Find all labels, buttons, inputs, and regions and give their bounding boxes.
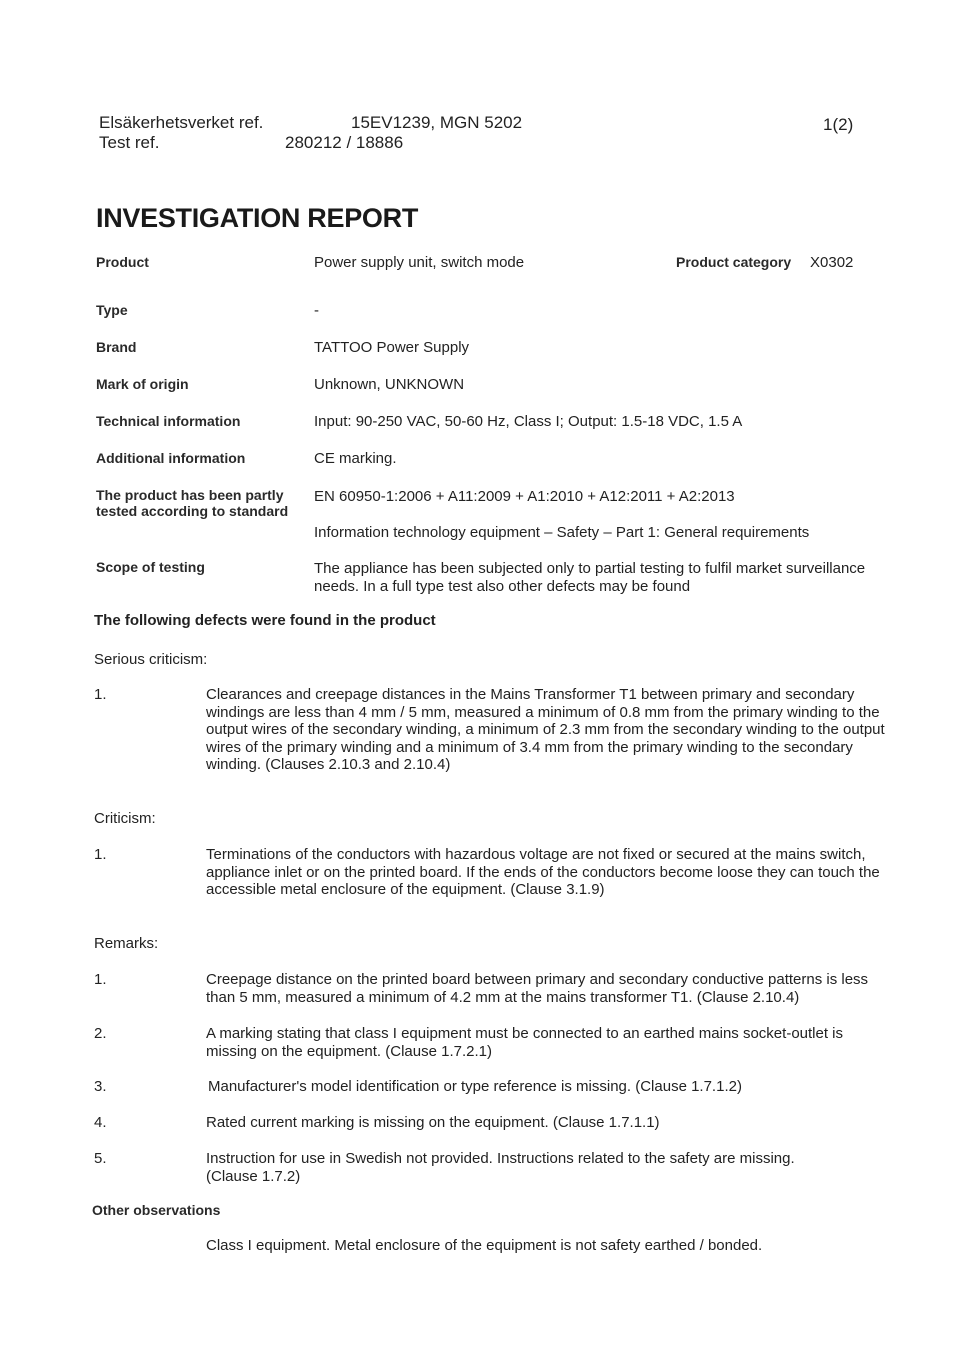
scope-value: The appliance has been subjected only to partial testing to fulfil market surveillance needs. In a full type test also other defects may be found <box>314 560 866 595</box>
technical-information-label: Technical information <box>96 413 241 429</box>
product-category-value: X0302 <box>810 254 854 271</box>
remark-item-text: Manufacturer's model identification or type reference is missing. (Clause 1.7.1.2) <box>208 1078 742 1095</box>
standard-label: The product has been partly tested according to standard <box>96 487 289 519</box>
type-value: - <box>314 302 319 319</box>
remark-item-text: A marking stating that class I equipment must be connected to an earthed mains socket-outlet is missing on the equipment. (Clause 1.7.2.1) <box>206 1025 844 1060</box>
criticism-heading: Criticism: <box>94 810 156 827</box>
additional-information-value: CE marking. <box>314 450 397 467</box>
additional-information-label: Additional information <box>96 450 246 466</box>
report-title: INVESTIGATION REPORT <box>96 203 419 233</box>
remark-item-number: 5. <box>94 1150 107 1167</box>
remark-item-text: Creepage distance on the printed board between primary and secondary conductive patterns is less than 5 mm, measured a minimum of 4.2 mm at the mains transformer T1. (Clause 2.10.4) <box>206 971 869 1006</box>
mark-of-origin-value: Unknown, UNKNOWN <box>314 376 465 393</box>
standard-description: Information technology equipment – Safety – Part 1: General requirements <box>314 524 810 541</box>
other-observations-text: Class I equipment. Metal enclosure of the equipment is not safety earthed / bonded. <box>206 1237 763 1254</box>
type-label: Type <box>96 302 128 318</box>
remark-item-number: 2. <box>94 1025 107 1042</box>
product-label: Product <box>96 254 149 270</box>
serious-criticism-heading: Serious criticism: <box>94 651 208 668</box>
standard-value: EN 60950-1:2006 + A11:2009 + A1:2010 + A12:2011 + A2:2013 <box>314 488 735 505</box>
criticism-item-text: Terminations of the conductors with hazardous voltage are not fixed or secured at the mains switch, appliance inlet or on the printed board. If the ends of the conductors become loose they can touch the accessible metal enclosure of the equipment. (Clause 3.1.9) <box>206 846 880 899</box>
product-category-label: Product category <box>676 254 792 270</box>
remarks-heading: Remarks: <box>94 935 159 952</box>
brand-label: Brand <box>96 339 137 355</box>
brand-value: TATTOO Power Supply <box>314 339 470 356</box>
criticism-item-number: 1. <box>94 846 107 863</box>
ref-value: 15EV1239, MGN 5202 <box>351 113 523 132</box>
remark-item-number: 3. <box>94 1078 107 1095</box>
mark-of-origin-label: Mark of origin <box>96 376 189 392</box>
remark-item-text: Rated current marking is missing on the equipment. (Clause 1.7.1.1) <box>206 1114 660 1131</box>
remark-item-number: 4. <box>94 1114 107 1131</box>
ref-label: Elsäkerhetsverket ref. <box>99 113 264 132</box>
test-ref-label: Test ref. <box>99 133 160 152</box>
defects-heading: The following defects were found in the product <box>94 612 436 629</box>
remark-item-number: 1. <box>94 971 107 988</box>
remark-item-text: Instruction for use in Swedish not provided. Instructions related to the safety are missing. (Clause 1.7.2) <box>206 1150 795 1185</box>
other-observations-heading: Other observations <box>92 1202 221 1218</box>
technical-information-value: Input: 90-250 VAC, 50-60 Hz, Class I; Output: 1.5-18 VDC, 1.5 A <box>314 413 743 430</box>
serious-item-text: Clearances and creepage distances in the Mains Transformer T1 between primary and secondary windings are less than 4 mm / 5 mm, measured a minimum of 0.8 mm from the primary winding to the output wires of the secondary winding, a minimum of 2.3 mm from the secondary winding to the output wires of the primary winding and a minimum of 3.4 mm from the primary winding to the secondary winding. (Clauses 2.10.3 and 2.10.4) <box>206 686 885 774</box>
scope-label: Scope of testing <box>96 559 205 575</box>
test-ref-value: 280212 / 18886 <box>285 133 404 152</box>
page-number: 1(2) <box>823 115 854 134</box>
serious-item-number: 1. <box>94 686 107 703</box>
product-value: Power supply unit, switch mode <box>314 254 525 271</box>
